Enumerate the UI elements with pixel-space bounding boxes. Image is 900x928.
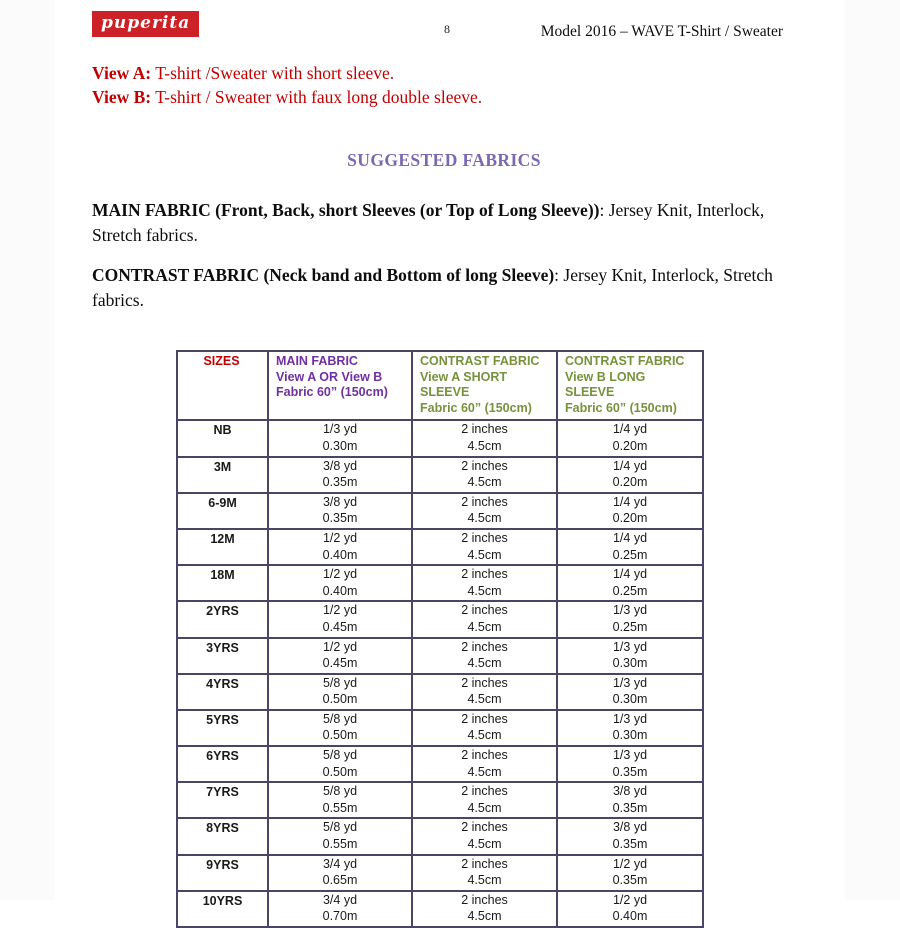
fabric-table-header-row: [177, 351, 703, 420]
fabric-table-body: [177, 420, 703, 927]
value-cell: 2 inches 4.5cm: [412, 782, 557, 818]
view-b-label: View B:: [92, 86, 152, 107]
table-row: [177, 601, 703, 637]
value-cell: 5/8 yd 0.55m: [268, 818, 412, 854]
value-cell: 1/2 yd 0.40m: [557, 891, 703, 927]
value-cell: 3/8 yd 0.35m: [557, 818, 703, 854]
value-cell: 5/8 yd 0.50m: [268, 710, 412, 746]
view-a-text: T-shirt /Sweater with short sleeve.: [155, 63, 395, 83]
table-row: [177, 420, 703, 456]
value-cell: 3/4 yd 0.65m: [268, 855, 412, 891]
value-cell: 5/8 yd 0.50m: [268, 746, 412, 782]
value-cell: 1/3 yd 0.30m: [268, 420, 412, 456]
value-cell: 5/8 yd 0.50m: [268, 674, 412, 710]
page-edge-left: [0, 0, 55, 900]
column-header-contrast-fabric-view-a: CONTRAST FABRIC View A SHORT SLEEVE Fabric 60” (150cm): [412, 351, 557, 420]
value-cell: 2 inches 4.5cm: [412, 891, 557, 927]
column-header-contrast-fabric-view-b: CONTRAST FABRIC View B LONG SLEEVE Fabric 60” (150cm): [557, 351, 703, 420]
value-cell: 2 inches 4.5cm: [412, 746, 557, 782]
main-fabric-note: [92, 198, 814, 247]
table-row: [177, 818, 703, 854]
value-cell: 1/2 yd 0.35m: [557, 855, 703, 891]
table-row: [177, 746, 703, 782]
table-row: [177, 529, 703, 565]
value-cell: 2 inches 4.5cm: [412, 565, 557, 601]
value-cell: 2 inches 4.5cm: [412, 710, 557, 746]
value-cell: 1/3 yd 0.30m: [557, 674, 703, 710]
value-cell: 3/8 yd 0.35m: [268, 457, 412, 493]
fabric-requirements-table: [176, 350, 704, 928]
value-cell: 1/3 yd 0.30m: [557, 710, 703, 746]
size-cell: 8YRS: [177, 818, 268, 854]
value-cell: 1/4 yd 0.20m: [557, 420, 703, 456]
value-cell: 1/4 yd 0.25m: [557, 565, 703, 601]
table-row: [177, 674, 703, 710]
value-cell: 1/2 yd 0.45m: [268, 638, 412, 674]
table-row: [177, 638, 703, 674]
table-row: [177, 493, 703, 529]
value-cell: 3/8 yd 0.35m: [268, 493, 412, 529]
section-title: SUGGESTED FABRICS: [347, 150, 541, 170]
main-fabric-note-bold: MAIN FABRIC (Front, Back, short Sleeves (or Top of Long Sleeve)): [92, 200, 600, 220]
page-edge-right: [845, 0, 900, 900]
value-cell: 3/8 yd 0.35m: [557, 782, 703, 818]
value-cell: 2 inches 4.5cm: [412, 493, 557, 529]
puperita-logo: puperita: [92, 11, 199, 37]
value-cell: 2 inches 4.5cm: [412, 529, 557, 565]
size-cell: 2YRS: [177, 601, 268, 637]
value-cell: 2 inches 4.5cm: [412, 638, 557, 674]
contrast-fabric-note: [92, 263, 814, 312]
value-cell: 2 inches 4.5cm: [412, 674, 557, 710]
size-cell: 3M: [177, 457, 268, 493]
column-header-sizes: SIZES: [177, 351, 268, 420]
value-cell: 5/8 yd 0.55m: [268, 782, 412, 818]
value-cell: 2 inches 4.5cm: [412, 601, 557, 637]
table-row: [177, 855, 703, 891]
view-b-line: [92, 86, 482, 110]
size-cell: 7YRS: [177, 782, 268, 818]
value-cell: 1/2 yd 0.45m: [268, 601, 412, 637]
size-cell: 3YRS: [177, 638, 268, 674]
document-title: Model 2016 – WAVE T-Shirt / Sweater: [540, 23, 783, 40]
size-cell: 12M: [177, 529, 268, 565]
size-cell: 6-9M: [177, 493, 268, 529]
value-cell: 2 inches 4.5cm: [412, 855, 557, 891]
value-cell: 1/4 yd 0.25m: [557, 529, 703, 565]
view-descriptions: [92, 62, 482, 109]
value-cell: 2 inches 4.5cm: [412, 457, 557, 493]
table-row: [177, 891, 703, 927]
size-cell: 9YRS: [177, 855, 268, 891]
size-cell: 18M: [177, 565, 268, 601]
value-cell: 1/2 yd 0.40m: [268, 565, 412, 601]
size-cell: 5YRS: [177, 710, 268, 746]
table-row: [177, 457, 703, 493]
value-cell: 2 inches 4.5cm: [412, 420, 557, 456]
table-row: [177, 782, 703, 818]
size-cell: 6YRS: [177, 746, 268, 782]
size-cell: 4YRS: [177, 674, 268, 710]
column-header-main-fabric: MAIN FABRIC View A OR View B Fabric 60” (150cm): [268, 351, 412, 420]
contrast-fabric-note-rest: : Jersey Knit, Interlock, Stretch fabrics.: [92, 265, 773, 310]
page-number: 8: [444, 22, 450, 36]
value-cell: 1/4 yd 0.20m: [557, 493, 703, 529]
value-cell: 1/2 yd 0.40m: [268, 529, 412, 565]
value-cell: 1/4 yd 0.20m: [557, 457, 703, 493]
table-row: [177, 565, 703, 601]
view-b-text: T-shirt / Sweater with faux long double sleeve.: [155, 86, 483, 107]
view-a-line: [92, 62, 482, 86]
value-cell: 2 inches 4.5cm: [412, 818, 557, 854]
view-a-label: View A:: [92, 63, 152, 83]
table-row: [177, 710, 703, 746]
main-fabric-note-rest: : Jersey Knit, Interlock, Stretch fabrics.: [92, 200, 765, 245]
value-cell: 1/3 yd 0.25m: [557, 601, 703, 637]
value-cell: 1/3 yd 0.30m: [557, 638, 703, 674]
value-cell: 1/3 yd 0.35m: [557, 746, 703, 782]
contrast-fabric-note-bold: CONTRAST FABRIC (Neck band and Bottom of long Sleeve): [92, 265, 555, 285]
value-cell: 3/4 yd 0.70m: [268, 891, 412, 927]
size-cell: 10YRS: [177, 891, 268, 927]
size-cell: NB: [177, 420, 268, 456]
